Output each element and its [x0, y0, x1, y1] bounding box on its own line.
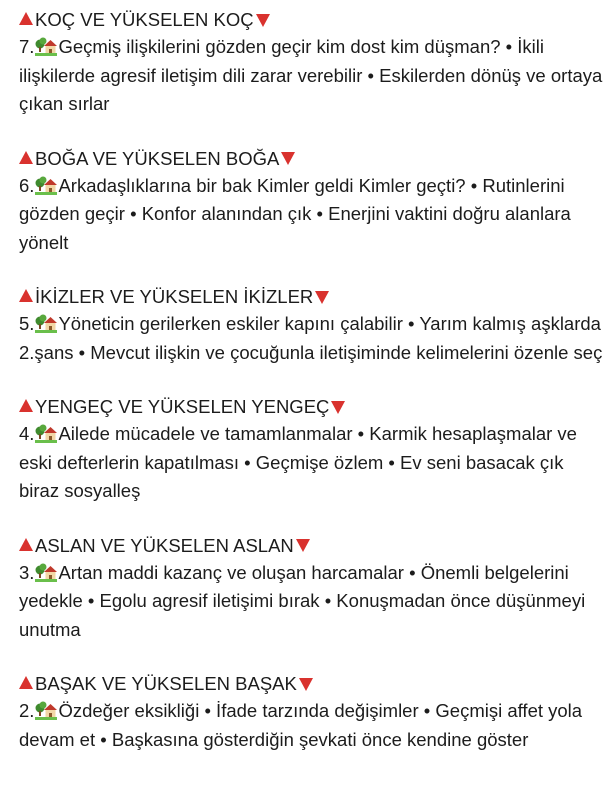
- house-number: 4.: [19, 423, 35, 444]
- section-heading: [19, 283, 604, 310]
- section-text: Geçmiş ilişkilerini gözden geçir kim dost kim düşman? • İkili ilişkilerde agresif iletişim dili zarar verebilir • Eskilerden dönüş ve ortaya çıkan sırlar: [19, 36, 603, 114]
- red-triangle-down-icon: [281, 152, 295, 165]
- section-body: [19, 559, 604, 645]
- section-body: [19, 310, 604, 367]
- section-text: Yöneticin gerilerken eskiler kapını çalabilir • Yarım kalmış aşklarda 2.şans • Mevcut ilişkin ve çocuğunla iletişiminde kelimelerini özenle seç: [19, 313, 603, 363]
- section-heading: [19, 532, 604, 559]
- red-triangle-up-icon: [19, 12, 33, 25]
- section-title: YENGEÇ VE YÜKSELEN YENGEÇ: [35, 396, 330, 417]
- section-title: ASLAN VE YÜKSELEN ASLAN: [35, 534, 294, 556]
- house-with-garden-icon: [35, 700, 57, 720]
- house-number: 2.: [19, 700, 35, 721]
- section-koc: [19, 6, 604, 119]
- house-with-garden-icon: [35, 562, 57, 582]
- section-body: [19, 33, 604, 119]
- section-title: BAŞAK VE YÜKSELEN BAŞAK: [35, 673, 297, 694]
- red-triangle-up-icon: [19, 151, 33, 164]
- section-title: İKİZLER VE YÜKSELEN İKİZLER: [35, 286, 314, 307]
- house-number: 7.: [19, 36, 35, 57]
- section-text: Artan maddi kazanç ve oluşan harcamalar • Önemli belgelerini yedekle • Egolu agresif iletişimi bırak • Konuşmadan önce düşünmeyi unutma: [19, 561, 586, 640]
- section-title: KOÇ VE YÜKSELEN KOÇ: [35, 9, 254, 30]
- section-boga: [19, 145, 604, 258]
- section-yengec: [19, 393, 604, 506]
- house-with-garden-icon: [35, 423, 57, 443]
- section-ikizler: [19, 283, 604, 367]
- section-heading: [19, 670, 604, 697]
- house-with-garden-icon: [35, 36, 57, 56]
- section-heading: [19, 145, 604, 172]
- red-triangle-down-icon: [299, 678, 313, 691]
- section-heading: [19, 393, 604, 420]
- section-body: [19, 697, 604, 754]
- horoscope-post: [19, 6, 604, 780]
- red-triangle-down-icon: [331, 401, 345, 414]
- section-body: [19, 172, 604, 258]
- red-triangle-up-icon: [19, 289, 33, 302]
- house-number: 5.: [19, 313, 35, 334]
- section-text: Ailede mücadele ve tamamlanmalar • Karmik hesaplaşmalar ve eski defterlerin kapatılması • Geçmişe özlem • Ev seni basacak çık biraz sosyalleş: [19, 423, 577, 501]
- red-triangle-down-icon: [315, 291, 329, 304]
- section-body: [19, 420, 604, 506]
- house-with-garden-icon: [35, 175, 57, 195]
- section-text: Arkadaşlıklarına bir bak Kimler geldi Kimler geçti? • Rutinlerini gözden geçir • Konfor alanından çık • Enerjini vaktini doğru alanlara yönelt: [19, 174, 571, 253]
- red-triangle-down-icon: [296, 539, 310, 552]
- red-triangle-up-icon: [19, 399, 33, 412]
- house-number: 6.: [19, 174, 35, 196]
- house-number: 3.: [19, 561, 35, 583]
- section-aslan: [19, 532, 604, 645]
- house-with-garden-icon: [35, 313, 57, 333]
- red-triangle-up-icon: [19, 538, 33, 551]
- section-title: BOĞA VE YÜKSELEN BOĞA: [35, 147, 280, 169]
- red-triangle-down-icon: [256, 14, 270, 27]
- section-text: Özdeğer eksikliği • İfade tarzında değişimler • Geçmişi affet yola devam et • Başkasına gösterdiğin şevkati önce kendine göster: [19, 700, 583, 750]
- section-heading: [19, 6, 604, 33]
- red-triangle-up-icon: [19, 676, 33, 689]
- section-basak: [19, 670, 604, 754]
